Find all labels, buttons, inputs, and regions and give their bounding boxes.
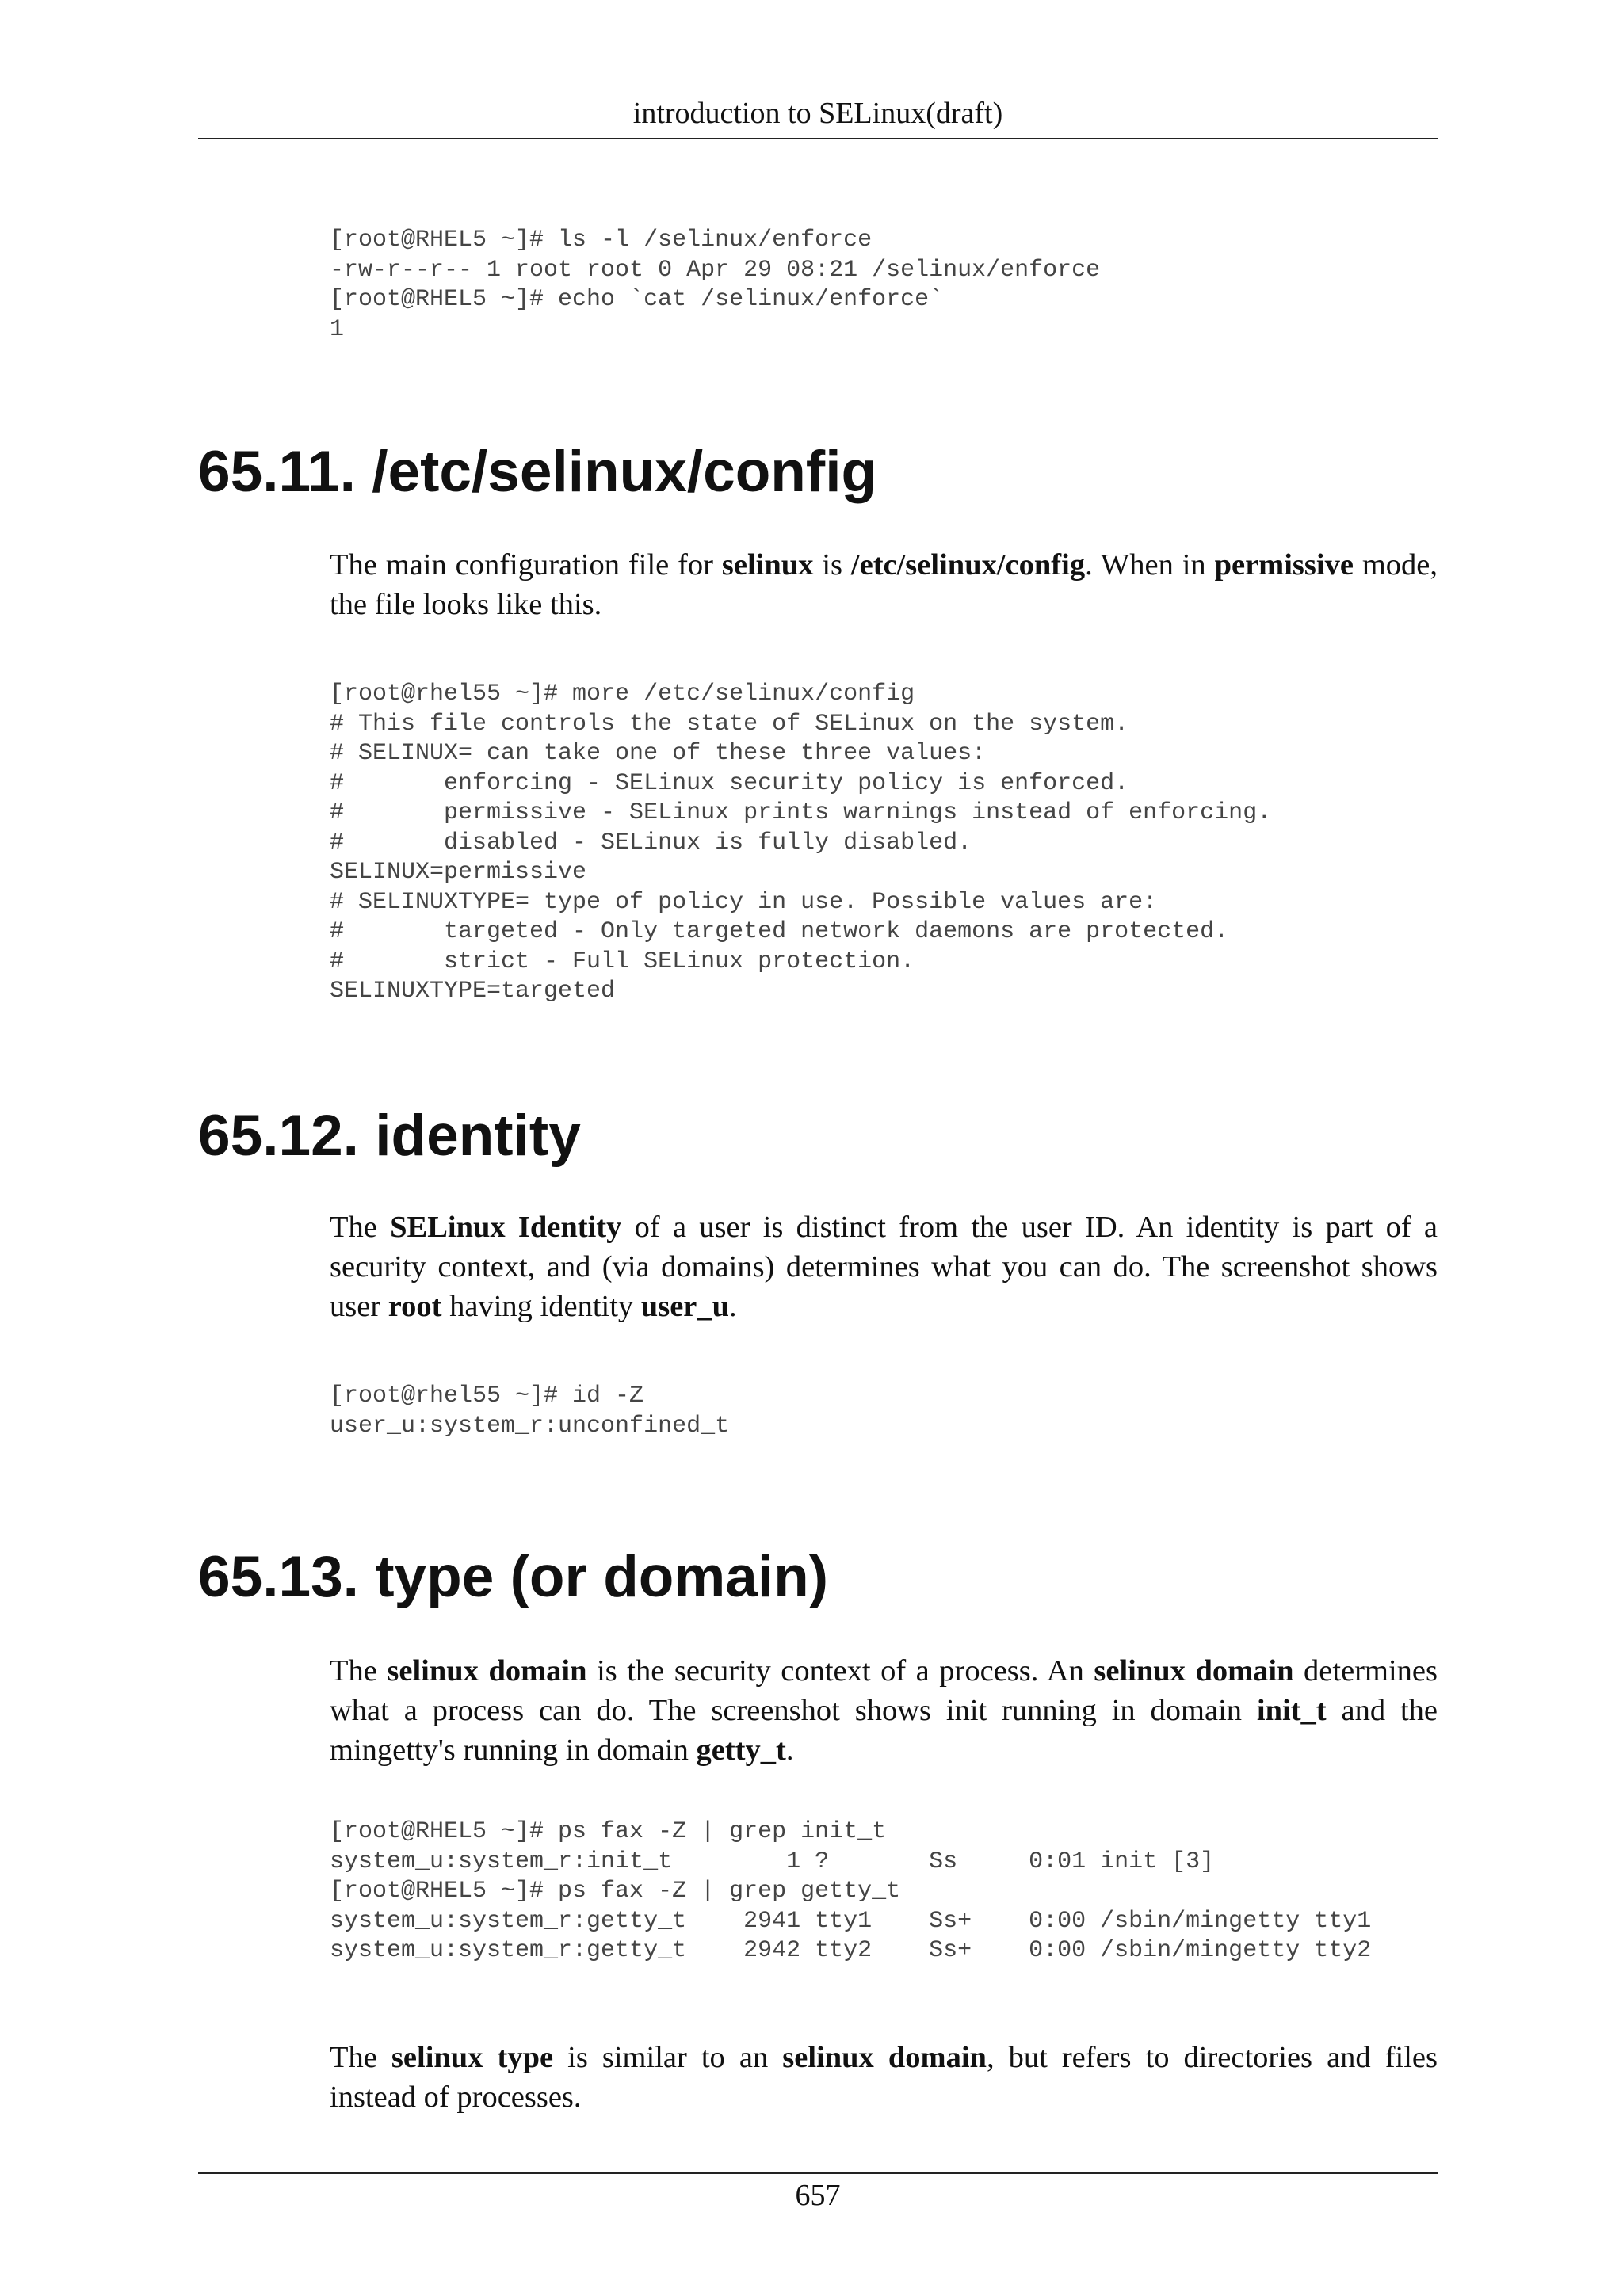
code-block-type bbox=[330, 1817, 1371, 1966]
code-block-config bbox=[330, 680, 1271, 1007]
code-line: SELINUXTYPE=targeted bbox=[330, 978, 616, 1005]
section-heading-config: 65.11. /etc/selinux/config bbox=[198, 440, 877, 504]
code-line: [root@RHEL5 ~]# ps fax -Z | grep init_t bbox=[330, 1818, 887, 1845]
code-line: 1 bbox=[330, 315, 345, 343]
header-rule bbox=[198, 138, 1438, 139]
code-line: SELINUX=permissive bbox=[330, 859, 587, 886]
paragraph-identity: The SELinux Identity of a user is distinct from the user ID. An identity is part of a security context, and (via domains) determines what you can do. The screenshot shows user root having identity user_u. bbox=[330, 1211, 1438, 1323]
code-line: # permissive - SELinux prints warnings instead of enforcing. bbox=[330, 799, 1272, 826]
code-line: user_u:system_r:unconfined_t bbox=[330, 1412, 730, 1440]
code-line: # disabled - SELinux is fully disabled. bbox=[330, 829, 972, 856]
code-line: system_u:system_r:init_t 1 ? Ss 0:01 init [3] bbox=[330, 1848, 1215, 1875]
code-line: # SELINUX= can take one of these three values: bbox=[330, 740, 987, 767]
section-heading-type: 65.13. type (or domain) bbox=[198, 1545, 829, 1609]
code-line: [root@rhel55 ~]# id -Z bbox=[330, 1383, 644, 1409]
paragraph-config: The main configuration file for selinux is /etc/selinux/config. When in permissive mode, the file looks like this. bbox=[330, 548, 1438, 621]
code-line: [root@RHEL5 ~]# ps fax -Z | grep getty_t bbox=[330, 1878, 901, 1905]
paragraph-type: The selinux domain is the security context of a process. An selinux domain determines what a process can do. The screenshot shows init running in domain init_t and the mingetty's running in domain getty_t. bbox=[330, 1654, 1438, 1767]
code-block-identity bbox=[330, 1382, 729, 1441]
code-line: # SELINUXTYPE= type of policy in use. Possible values are: bbox=[330, 888, 1158, 916]
code-line: -rw-r--r-- 1 root root 0 Apr 29 08:21 /selinux/enforce bbox=[330, 256, 1101, 284]
page-number: 657 bbox=[795, 2179, 841, 2212]
section-heading-identity: 65.12. identity bbox=[198, 1104, 581, 1168]
code-block-enforce bbox=[330, 226, 1100, 345]
paragraph-type-2: The selinux type is similar to an selinux domain, but refers to directories and files instead of processes. bbox=[330, 2041, 1438, 2114]
code-line: # strict - Full SELinux protection. bbox=[330, 948, 915, 975]
code-line: system_u:system_r:getty_t 2941 tty1 Ss+ 0:00 /sbin/mingetty tty1 bbox=[330, 1907, 1372, 1935]
code-line: # targeted - Only targeted network daemons are protected. bbox=[330, 918, 1229, 945]
footer-rule bbox=[198, 2172, 1438, 2174]
code-line: [root@RHEL5 ~]# ls -l /selinux/enforce bbox=[330, 227, 873, 254]
code-line: # enforcing - SELinux security policy is enforced. bbox=[330, 769, 1129, 797]
code-line: [root@RHEL5 ~]# echo `cat /selinux/enforce` bbox=[330, 286, 944, 313]
code-line: # This file controls the state of SELinux on the system. bbox=[330, 710, 1129, 738]
running-header: introduction to SELinux(draft) bbox=[632, 97, 1003, 130]
code-line: [root@rhel55 ~]# more /etc/selinux/config bbox=[330, 681, 915, 707]
code-line: system_u:system_r:getty_t 2942 tty2 Ss+ 0:00 /sbin/mingetty tty2 bbox=[330, 1937, 1372, 1964]
